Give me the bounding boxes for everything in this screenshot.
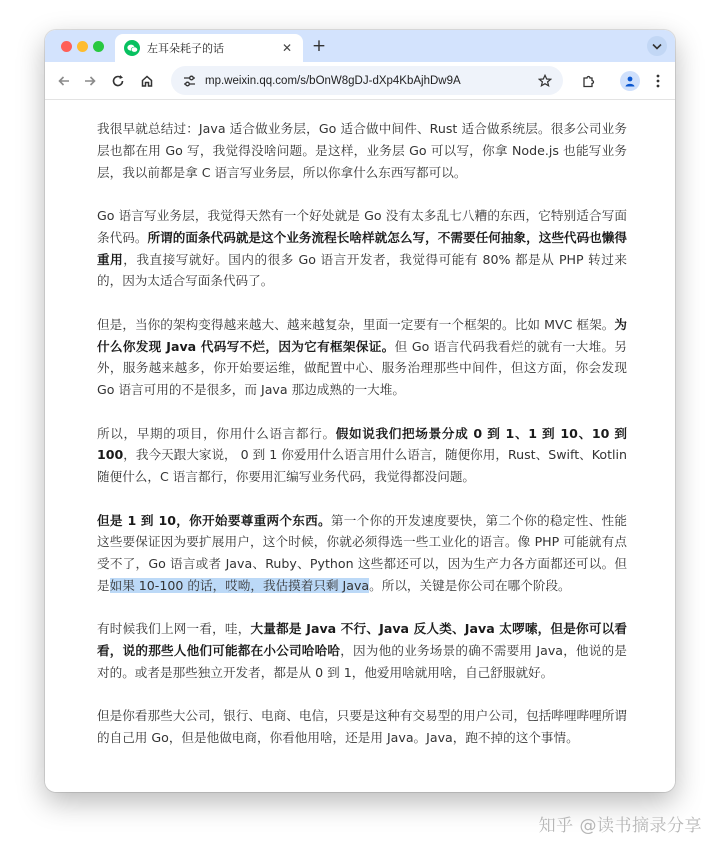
article-body (97, 118, 627, 770)
paragraph: 但是你看那些大公司，银行、电商、电信，只要是这种有交易型的用户公司，包括哔哩哔哩所谓的自己用 Go，但是他做电商，你看他用啥，还是用 Java。Java，跑不掉的这个事情。 (97, 708, 627, 746)
page-content (45, 101, 675, 792)
text-selection-highlight: 如果 10-100 的话，哎呦，我估摸着只剩 Java (109, 577, 370, 593)
forward-icon[interactable] (80, 71, 100, 91)
paragraph: 所以，早期的项目，你用什么语言都行。假如说我们把场景分成 0 到 1、1 到 10、10 到 100，我今天跟大家说， 0 到 1 你爱用什么语言用什么语言，随便你用，Rust、Swift、Kotlin 随便什么，C 语言都行，你要用汇编写业务代码，我觉得都没问题。 (97, 425, 628, 485)
watermark: 知乎 @读书摘录分享 (538, 816, 702, 836)
paragraph: 我很早就总结过：Java 适合做业务层，Go 适合做中间件、Rust 适合做系统层。很多公司业务层也都在用 Go 写，我觉得没啥问题。是这样，业务层 Go 可以写，你拿 Node.js 也能写业务层，我以前都是拿 C 语言写业务层，所以你拿什么东西写都可以。 (97, 121, 627, 180)
site-info-icon[interactable] (180, 72, 198, 90)
new-tab-icon[interactable]: + (311, 36, 327, 56)
bookmark-star-icon[interactable] (536, 72, 554, 90)
tab-strip (45, 30, 675, 62)
close-window-button[interactable] (61, 41, 72, 52)
reload-icon[interactable] (108, 71, 128, 91)
extensions-icon[interactable] (578, 71, 598, 91)
address-bar[interactable] (171, 66, 563, 95)
tab-title: 左耳朵耗子的话 (147, 42, 224, 55)
minimize-window-button[interactable] (77, 41, 88, 52)
paragraph: 有时候我们上网一看，哇，大量都是 Java 不行、Java 反人类、Java 太啰嗦，但是你可以看看，说的那些人他们可能都在小公司哈哈哈，因为他的业务场景的确不需要用 Java，他说的是对的。或者是那些独立开发者，都是从 0 到 1，他爱用啥就用啥，自己舒服就好。 (97, 621, 628, 680)
tab-close-icon[interactable]: ✕ (281, 41, 293, 55)
browser-window (45, 30, 675, 792)
tab-active[interactable] (115, 34, 303, 62)
toolbar (45, 62, 675, 100)
paragraph: Go 语言写业务层，我觉得天然有一个好处就是 Go 没有太多乱七八糟的东西，它特别适合写面条代码。所谓的面条代码就是这个业务流程长啥样就怎么写，不需要任何抽象，这些代码也懒得重用，我直接写就好。国内的很多 Go 语言开发者，我觉得可能有 80% 都是从 PHP 转过来的，因为太适合写面条代码了。 (97, 207, 628, 289)
home-icon[interactable] (137, 71, 157, 91)
paragraph: 但是 1 到 10，你开始要尊重两个东西。第一个你的开发速度要快，第二个你的稳定性、性能这些要保证因为要扩展用户，这个时候，你就必须得选一些工业化的语言。像 PHP 可能就有点受不了，Go 语言或者 Java、Ruby、Python 这些都还可以，因为生产力各方面都还可以。但是如果 10-100 的话，哎呦，我估摸着只剩 Java。所以，关键是你公司在哪个阶段。 (97, 512, 627, 593)
wechat-icon (124, 40, 140, 56)
maximize-window-button[interactable] (93, 41, 104, 52)
menu-kebab-icon[interactable] (648, 71, 668, 91)
profile-avatar-icon[interactable] (620, 71, 640, 91)
back-icon[interactable] (54, 71, 74, 91)
tab-search-icon[interactable] (647, 36, 667, 56)
paragraph: 但是，当你的架构变得越来越大、越来越复杂，里面一定要有一个框架的。比如 MVC 框架。为什么你发现 Java 代码写不烂，因为它有框架保证。但 Go 语言代码我看烂的就有一大堆。另外，服务越来越多，你开始要运维，做配置中心、服务治理那些中间件，但这方面，你会发现 Go 语言可用的不是很多，而 Java 那边成熟的一大堆。 (97, 316, 627, 398)
url-text[interactable]: mp.weixin.qq.com/s/bOnW8gDJ-dXp4KbAjhDw9A (205, 74, 461, 87)
